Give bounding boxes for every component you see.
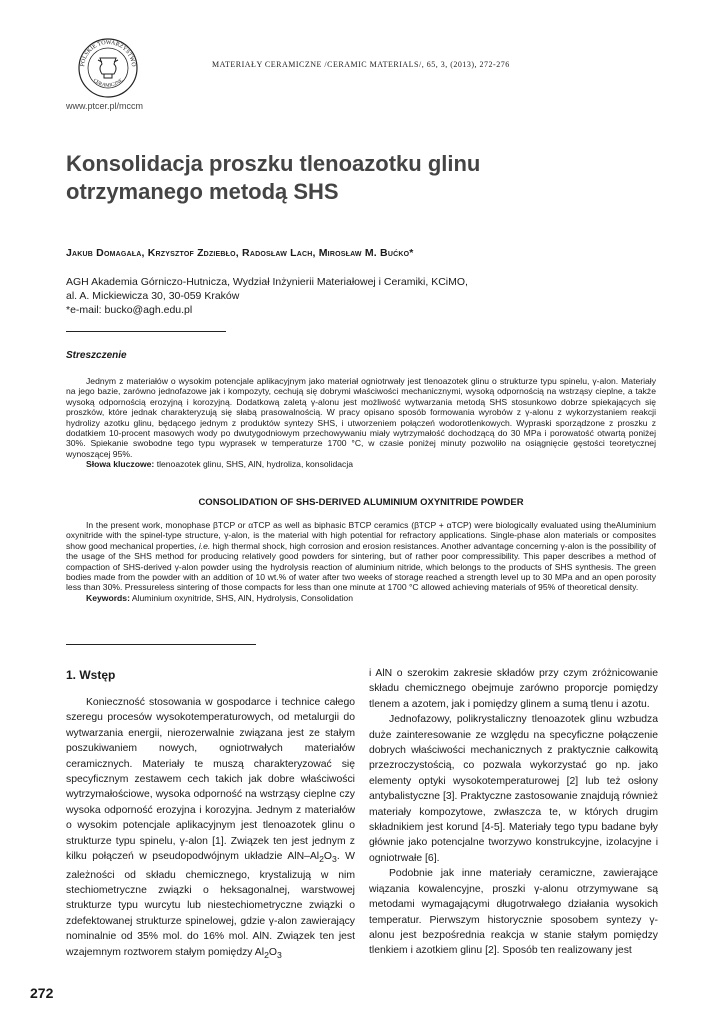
paragraph: Jednofazowy, polikrystaliczny tlenoazotek glinu wzbudza duże zainteresowanie ze względu na specyficzne połączenie dobrych właściwości mechanicznych z praktycznie całkowitą przezroczystością, co pozwala wykorzystać go np. jako elementy optyki wysokotemperaturowej [2] lub też osłony antybalistyczne [3]. Praktyczne zastosowanie znajdują również materiały kompozytowe, zwłaszcza te, w których drugim składnikiem jest korund [4-5]. Materiały tego typu badane były głównie jako potencjalne tworzywo konstrukcyjne, izolacyjne i ogniotrwałe [6]. (369, 714, 658, 864)
abstract-text: high thermal shock, high corrosion and erosion resistances. Another advantage concerning γ-alon is the possibility of the usage of the SHS method for producing relatively good powders for sintering, but of rather poor compressibility. This paper describes a method of compaction of SHS-derived γ-alon powder using the hydrolysis reaction of aluminium nitride, which belongs to the products of SHS synthesis. The green bodies made from the powder with an addition of 10 wt.% of water after two weeks of storage reached a strength level up to 30 MPa and an open porosity less than 30%. Pressureless sintering of those compacts for less than one minute at 1700 °C allowed achieving materials of 95% of theoretical density. (66, 540, 656, 593)
keywords-line (66, 459, 656, 469)
affiliation-email: *e-mail: bucko@agh.edu.pl (66, 304, 193, 316)
text-column-right (369, 666, 658, 959)
title-line-1: Konsolidacja proszku tlenoazotku glinu (66, 151, 481, 176)
journal-website[interactable]: www.ptcer.pl/mccm (66, 101, 144, 111)
logo-ring-text-top: POLSKIE TOWARZYSTWO (79, 39, 137, 68)
abstract-italic-text: i.e. (198, 540, 211, 551)
author-list: Jakub Domagała, Krzysztof Zdziebło, Radosław Lach, Mirosław M. Bućko* (66, 247, 414, 259)
paragraph (66, 695, 355, 963)
title-line-2: otrzymanego metodą SHS (66, 179, 339, 204)
logo-ring-text-bottom: CERAMICZNE (91, 78, 125, 89)
abstract-body: Jednym z materiałów o wysokim potencjale aplikacyjnym jako materiał ogniotrwały jest tlenoazotek glinu o strukturze typu spinelu, γ-alon. Materiały na jego bazie, zarówno jednofazowe jak i kompozyty, cechują się dobrymi właściwości mechanicznymi, wysoką odpornością na wstrząsy cieplne, a także wysoką odpornością erozyjną i korozyjną. Dodatkową zaletą γ-alonu jest możliwość wytwarzania metodą SHS stosunkowo dobrze spiekających się proszków, które jednak charakteryzują się słabą prasowalnością. W pracy opisano sposób formowania wyrobów z γ-alonu z wykorzystaniem reakcji hydrolizy azotku glinu, będącego jednym z produktów syntezy SHS, i utworzeniem połączeń wodorotlenkowych. Wypraski sporządzone z proszku z dodatkiem 10-procent masowych wody po dwutygodniowym przechowywaniu miały wytrzymałość dochodzącą do 30 MPa i porowatość otwartą poniżej 30%. Spiekanie swobodne tego typu wyprasek w temperaturze 1700 °C, w czasie poniżej minuty pozwoliło na osiągnięcie gęstości teoretycznej wynoszącej 95%. (66, 376, 656, 459)
abstract-english (66, 520, 656, 603)
paragraph-text: . W zależności od składu chemicznego, krystalizują w nim stechiometryczne związki o heksagonalnej, warstwowej strukturze typu wurcytu lub niestechiometryczne związki o zdefektowanej strukturze spinelowej, gdzie γ-alon zawierający nominalnie od 35% mol. do 16% mol. AlN. Związek ten jest wzajemnym roztworem stałym pomiędzy Al (66, 851, 355, 958)
svg-text:CERAMICZNE (92, 78, 124, 88)
keywords-line (66, 593, 656, 603)
vase-icon (98, 58, 118, 78)
paragraph: Podobnie jak inne materiały ceramiczne, zawierające wiązania kowalencyjne, proszki γ-alonu otrzymywane są metodami wymagającymi długotrwałego działania wysokich temperatur. Pierwszym historycznie sposobem syntezy γ-alonu jest bezpośrednia reakcja w stanie stałym pomiędzy tlenkiem i azotkiem glinu [2]. Sposób ten realizowany jest (369, 868, 658, 957)
keywords-label: Słowa kluczowe: (86, 459, 155, 470)
divider (66, 644, 256, 645)
abstract-polish (66, 376, 656, 470)
abstract-body (66, 520, 656, 593)
article-title (66, 150, 606, 206)
subscript: 3 (276, 949, 282, 960)
subscript: 2 (319, 854, 324, 865)
divider (66, 331, 226, 332)
english-title: CONSOLIDATION OF SHS-DERIVED ALUMINIUM OXYNITRIDE POWDER (198, 497, 524, 508)
abstract-text: In the present work, monophase βTCP or αTCP as well as biphasic BTCP ceramics (βTCP + αTCP) were biologically evaluated using theAluminium oxynitride with the spinel-type structure, γ-alon, is the material with high potential for refractory applications. Single-phase alon materials or composites show good mechanical properties, (66, 520, 656, 551)
abstract-heading: Streszczenie (66, 350, 127, 361)
page-number: 272 (30, 985, 54, 1001)
subscript: 2 (264, 949, 269, 960)
affiliation-line: al. A. Mickiewicza 30, 30-059 Kraków (66, 290, 240, 302)
affiliation (66, 275, 666, 317)
section-heading: 1. Wstęp (66, 668, 116, 682)
paragraph-text: O (323, 851, 333, 863)
keywords-text: tlenoazotek glinu, SHS, AlN, hydroliza, konsolidacja (156, 459, 354, 470)
paragraph-text: O (268, 946, 277, 958)
journal-citation: MATERIAŁY CERAMICZNE /CERAMIC MATERIALS/, 65, 3, (2013), 272-276 (212, 60, 510, 69)
text-column-left (66, 695, 355, 963)
paragraph-text: Konieczność stosowania w gospodarce i technice całego szeregu procesów wysokotemperaturowych, od metalurgii do wytwarzania energii, nierozerwalnie związana jest ze stałym poszukiwaniem nowych, ogniotrwałych materiałów ceramicznych. Materiały te muszą charakteryzować się specyficznym zestawem cech takich jak dobre właściwości wytrzymałościowe, wysoka odporność na wstrząsy cieplne czy wysoka odporność erozyjna i korozyjna. Jednym z materiałów o wysokim potencjale aplikacyjnym jest tlenoazotek glinu o strukturze typu spinelu, γ-alon [1]. Związek ten jest jednym z kilku połączeń w pseudopodwójnym układzie AlN–Al (66, 697, 355, 863)
keywords-text: Aluminium oxynitride, SHS, AlN, Hydrolysis, Consolidation (131, 592, 353, 603)
affiliation-line: AGH Akademia Górniczo-Hutnicza, Wydział Inżynierii Materiałowej i Ceramiki, KCiMO, (66, 276, 468, 288)
paragraph: i AlN o szerokim zakresie składów przy czym zróżnicowanie składu chemicznego obejmuje zarówno proporcje pomiędzy tlenem a azotem, jak i pomiędzy glinem a sumą tlenu i azotu. (369, 668, 658, 710)
subscript: 3 (332, 854, 337, 865)
keywords-label: Keywords: (86, 592, 130, 603)
society-logo (60, 36, 156, 100)
